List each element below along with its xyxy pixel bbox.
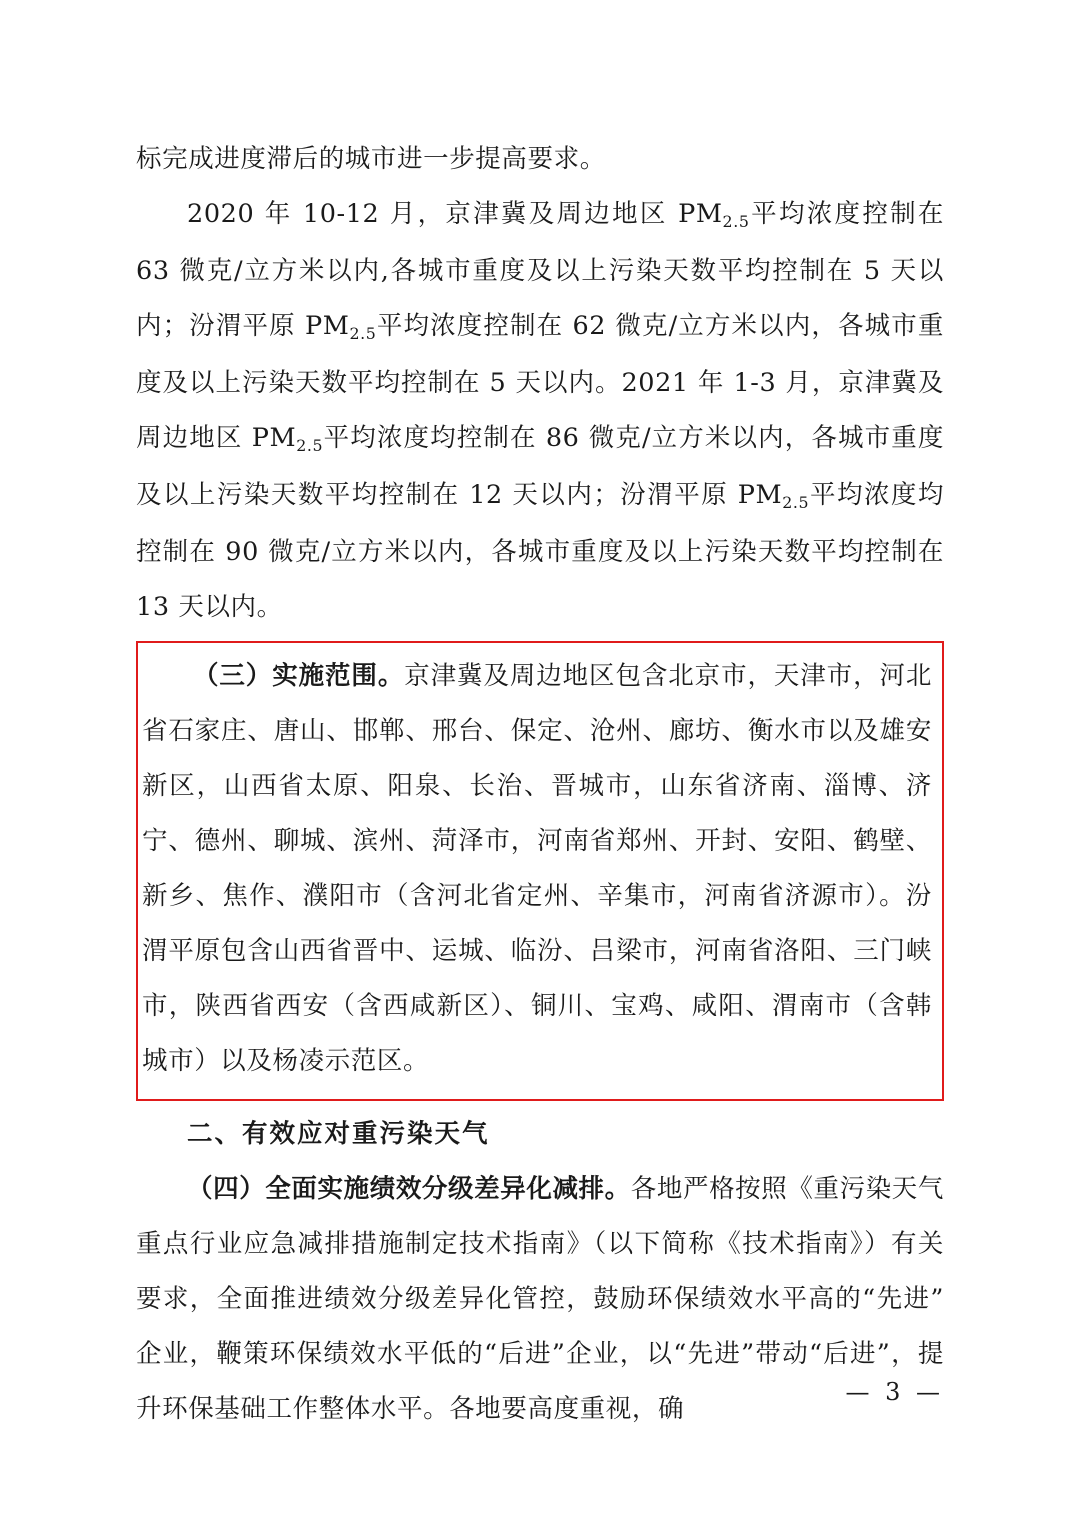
page-number: — 3 — bbox=[845, 1378, 944, 1406]
scope-text: 京津冀及周边地区包含北京市，天津市，河北省石家庄、唐山、邯郸、邢台、保定、沧州、廊坊、衡水市以及雄安新区，山西省太原、阳泉、长治、晋城市，山东省济南、淄博、济宁、德州、聊城、滨州、菏泽市，河南省郑州、开封、安阳、鹤壁、新乡、焦作、濮阳市（含河北省定州、辛集市，河南省济源市）。汾渭平原包含山西省晋中、运城、临汾、吕梁市，河南省洛阳、三门峡市，陕西省西安（含西咸新区）、铜川、宝鸡、咸阳、渭南市（含韩城市）以及杨凌示范区。 bbox=[142, 661, 932, 1076]
seg-7-subscript: 2.5 bbox=[782, 492, 810, 512]
seg-8: 平均浓度均控制在 90 微克/立方米以内，各城市重度及以上污染天数平均控制在 13 天以内。 bbox=[136, 480, 944, 622]
seg-4: 平均浓度控制在 62 微克/立方米以内，各城市重度及以上污染天数平均控制在 5 天以内。2021 年 1-3 月，京津冀及周边地区 PM bbox=[136, 311, 945, 453]
seg-3-subscript: 2.5 bbox=[349, 323, 377, 343]
section-heading: 二、有效应对重污染天气 bbox=[187, 1119, 490, 1149]
paragraph-continuation: 标完成进度滞后的城市进一步提高要求。 bbox=[136, 144, 606, 174]
paragraph-scope bbox=[142, 649, 932, 1089]
seg-6: 平均浓度均控制在 86 微克/立方米以内，各城市重度及以上污染天数平均控制在 12 天以内；汾渭平原 PM bbox=[136, 423, 944, 510]
paragraph-item-four bbox=[136, 1162, 944, 1437]
page-content bbox=[136, 132, 944, 1437]
seg-5-subscript: 2.5 bbox=[296, 435, 324, 455]
item-four-label: （四）全面实施绩效分级差异化减排。 bbox=[187, 1174, 631, 1204]
seg-2: 平均浓度控制在 63 微克/立方米以内,各城市重度及以上污染天数平均控制在 5 天以内；汾渭平原 PM bbox=[136, 199, 945, 341]
seg-1-subscript: 2.5 bbox=[722, 211, 750, 231]
item-four-text: 各地严格按照《重污染天气重点行业应急减排措施制定技术指南》（以下简称《技术指南》）有关要求，全面推进绩效分级差异化管控，鼓励环保绩效水平高的“先进”企业，鞭策环保绩效水平低的“后进”企业，以“先进”带动“后进”，提升环保基础工作整体水平。各地要高度重视，确 bbox=[136, 1174, 945, 1424]
scope-label: （三）实施范围。 bbox=[193, 661, 405, 691]
paragraph-targets bbox=[136, 187, 944, 635]
seg-0: 2020 年 10-12 月，京津冀及周边地区 PM bbox=[187, 199, 723, 229]
highlight-box-scope bbox=[136, 641, 944, 1101]
